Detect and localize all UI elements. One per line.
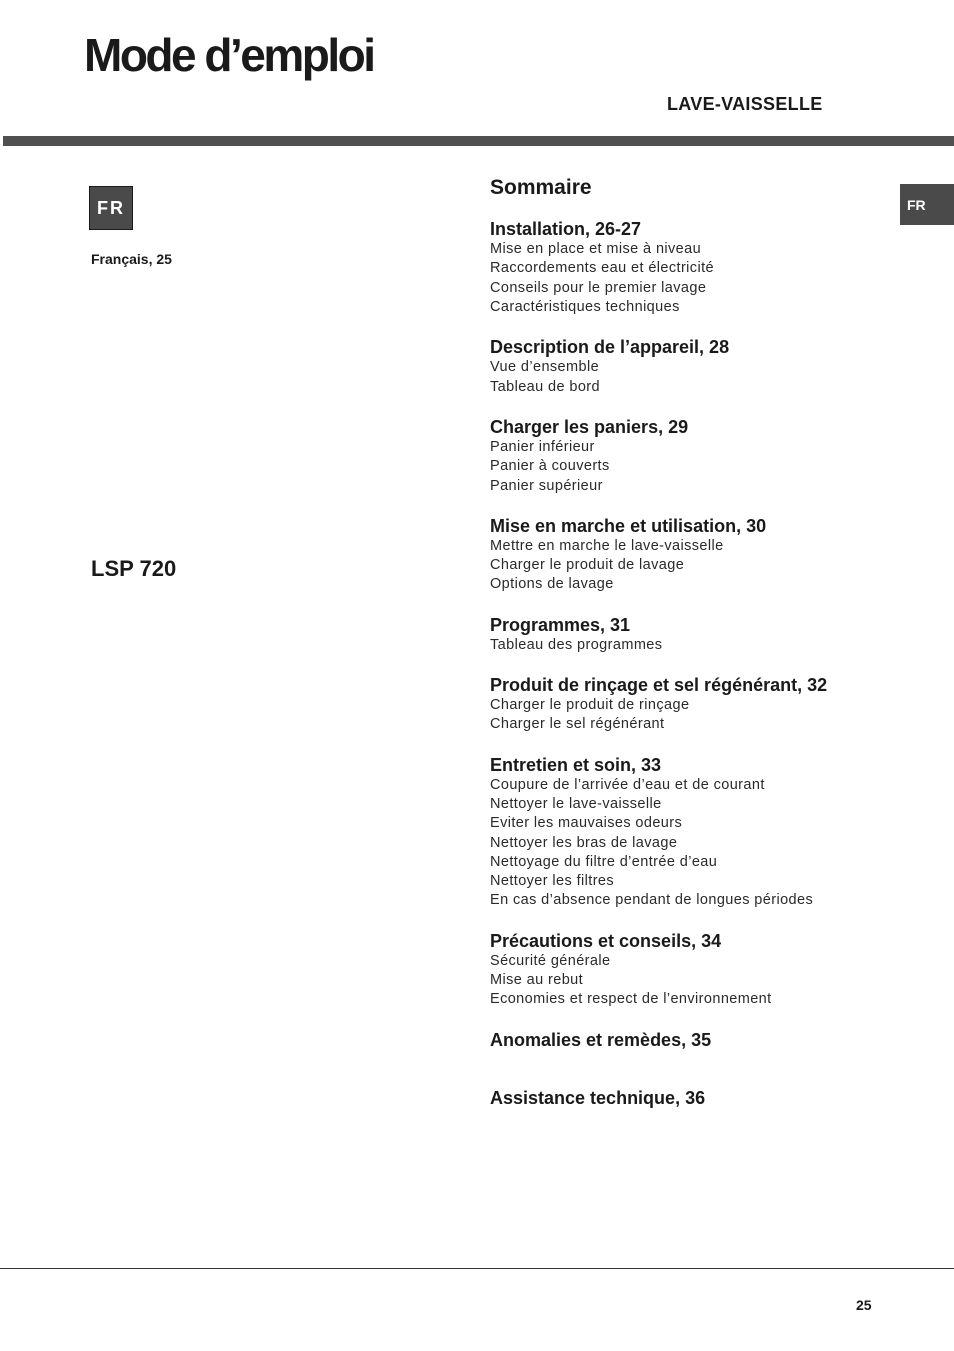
toc-item[interactable]: Mise en place et mise à niveau: [490, 241, 702, 258]
toc-section-title[interactable]: Installation, 26-27: [490, 219, 642, 240]
toc-item[interactable]: Panier inférieur: [490, 438, 595, 455]
toc-item[interactable]: Nettoyer le lave-vaisselle: [490, 795, 662, 812]
toc-item[interactable]: Economies et respect de l’environnement: [490, 991, 772, 1008]
toc-section-title[interactable]: Assistance technique, 36: [490, 1087, 706, 1108]
toc-item[interactable]: Caractéristiques techniques: [490, 299, 680, 316]
toc-item[interactable]: Nettoyage du filtre d’entrée d’eau: [490, 853, 718, 870]
toc-item[interactable]: Conseils pour le premier lavage: [490, 279, 707, 296]
toc-section: [490, 930, 910, 1010]
toc-item[interactable]: Tableau de bord: [490, 378, 600, 395]
toc-item[interactable]: Charger le sel régénérant: [490, 716, 665, 733]
toc-item[interactable]: Coupure de l’arrivée d’eau et de courant: [490, 776, 765, 793]
toc-item-list: [490, 636, 910, 655]
toc-item[interactable]: Eviter les mauvaises odeurs: [490, 815, 683, 832]
toc-item[interactable]: Nettoyer les filtres: [490, 873, 615, 890]
toc-heading: Sommaire: [490, 176, 592, 199]
header-divider: [3, 136, 954, 146]
table-of-contents: [490, 175, 910, 1145]
toc-section: [490, 1087, 910, 1109]
toc-section: [490, 416, 910, 496]
toc-item[interactable]: Mise au rebut: [490, 972, 584, 989]
page-number: 25: [856, 1297, 872, 1313]
toc-item-list: [490, 696, 910, 735]
toc-item[interactable]: Panier supérieur: [490, 477, 603, 494]
toc-section-title[interactable]: Entretien et soin, 33: [490, 754, 662, 775]
toc-item[interactable]: Panier à couverts: [490, 458, 610, 475]
toc-section-title[interactable]: Description de l’appareil, 28: [490, 337, 730, 358]
toc-item[interactable]: Charger le produit de rinçage: [490, 697, 690, 714]
page-title: Mode d’emploi: [84, 29, 374, 81]
product-type-label: LAVE-VAISSELLE: [667, 94, 823, 114]
language-side-tab: FR: [900, 184, 954, 225]
toc-section-title[interactable]: Programmes, 31: [490, 614, 631, 635]
toc-item[interactable]: Charger le produit de lavage: [490, 557, 685, 574]
toc-item-list: [490, 952, 910, 1010]
toc-section: [490, 674, 910, 735]
toc-item-list: [490, 240, 910, 317]
toc-item[interactable]: Mettre en marche le lave-vaisselle: [490, 537, 724, 554]
toc-section-title[interactable]: Charger les paniers, 29: [490, 416, 689, 437]
toc-item[interactable]: En cas d’absence pendant de longues périodes: [490, 892, 814, 909]
toc-item-list: [490, 537, 910, 595]
language-entry[interactable]: Français, 25: [91, 251, 172, 267]
toc-section-list: [490, 218, 910, 1108]
toc-section: [490, 614, 910, 655]
toc-item[interactable]: Raccordements eau et électricité: [490, 260, 714, 277]
toc-item-list: [490, 358, 910, 397]
toc-section: [490, 754, 910, 911]
toc-section: [490, 336, 910, 397]
toc-section-title[interactable]: Précautions et conseils, 34: [490, 930, 722, 951]
toc-section: [490, 218, 910, 317]
toc-section: [490, 515, 910, 595]
toc-section-title[interactable]: Anomalies et remèdes, 35: [490, 1029, 712, 1050]
toc-item[interactable]: Sécurité générale: [490, 952, 611, 969]
language-code-badge: FR: [89, 186, 133, 230]
toc-section-title[interactable]: Mise en marche et utilisation, 30: [490, 515, 767, 536]
toc-item[interactable]: Options de lavage: [490, 576, 614, 593]
toc-item-list: [490, 776, 910, 911]
toc-item[interactable]: Nettoyer les bras de lavage: [490, 834, 678, 851]
toc-item-list: [490, 438, 910, 496]
toc-section-title[interactable]: Produit de rinçage et sel régénérant, 32: [490, 675, 828, 696]
toc-item[interactable]: Vue d’ensemble: [490, 359, 600, 376]
toc-item[interactable]: Tableau des programmes: [490, 636, 663, 653]
model-number: LSP 720: [91, 556, 177, 581]
footer-divider: [0, 1268, 954, 1269]
toc-section: [490, 1029, 910, 1051]
